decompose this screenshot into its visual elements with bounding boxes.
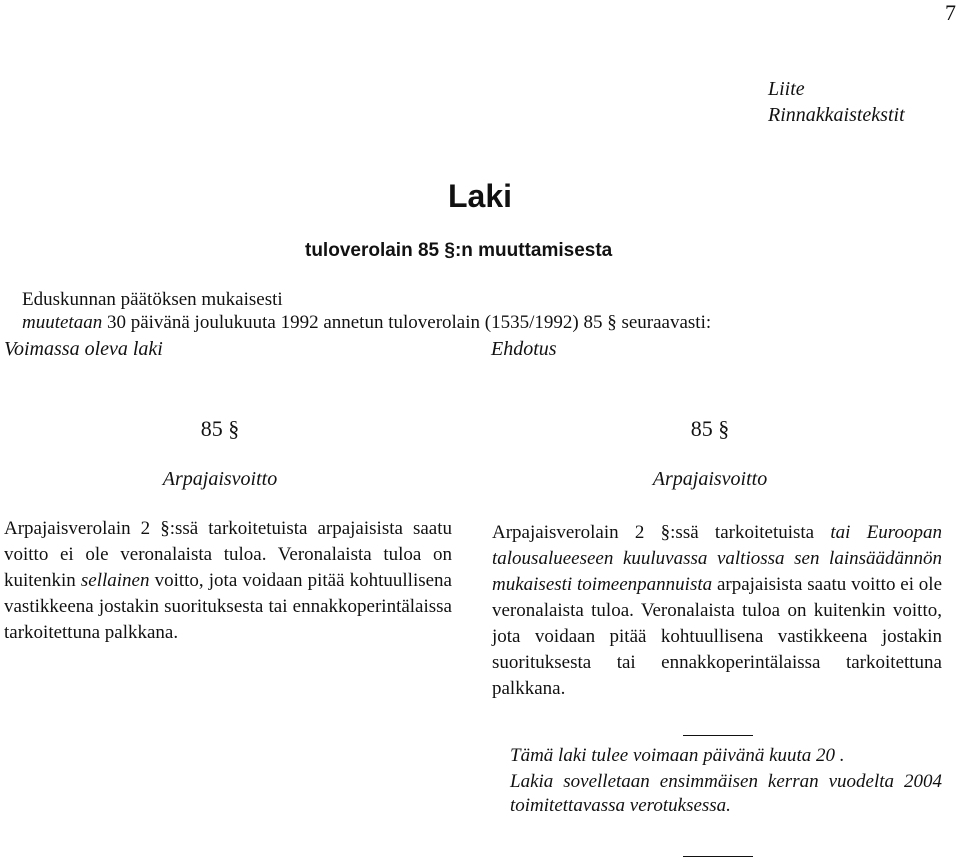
proposal-text-1: Arpajaisverolain 2 §:ssä tarkoitetuista (492, 522, 831, 543)
section-heading-left: Arpajaisvoitto (162, 468, 278, 490)
page-number: 7 (945, 0, 956, 25)
current-law-text-1: Arpajaisverolain 2 §:ssä tarkoitetuista arpajaisista saatu voitto ei ole veronalaista tuloa. Veronalaista tuloa on kuitenkin (4, 518, 452, 591)
appendix-subtitle: Rinnakkaistekstit (768, 104, 905, 126)
current-law-italic: sellainen (80, 570, 150, 591)
section-number-left: 85 § (200, 416, 240, 441)
column-heading-proposal: Ehdotus (491, 338, 557, 360)
enactment-text: 30 päivänä joulukuuta 1992 annetun tuloverolain (1535/1992) 85 § seuraavasti: (102, 312, 712, 333)
law-title: Laki (447, 178, 513, 214)
proposal-paragraph (492, 520, 942, 702)
appendix-label (768, 76, 905, 128)
divider-rule-top (683, 735, 753, 736)
application-clause: Lakia sovelletaan ensimmäisen kerran vuodelta 2004 toimitettavassa verotuksessa. (510, 771, 942, 816)
section-number-right: 85 § (690, 416, 730, 441)
column-heading-current-law: Voimassa oleva laki (4, 338, 163, 360)
law-subtitle: tuloverolain 85 §:n muuttamisesta (305, 240, 613, 261)
closing-provisions (510, 744, 942, 818)
proposal-italic: tai Euroopan talousalueeseen kuuluvassa valtiossa sen lainsäädännön mukaisesti toimeenpannuista (492, 522, 942, 595)
current-law-paragraph (4, 516, 452, 646)
enactment-clause (22, 288, 711, 334)
appendix-title: Liite (768, 78, 805, 100)
section-heading-right: Arpajaisvoitto (652, 468, 768, 490)
proposal-text-2: arpajaisista saatu voitto ei ole veronalaista tuloa. Veronalaista tuloa on kuitenkin voitto, jota voidaan pitää kohtuullisena vastikkeena jostakin suorituksesta tai ennakkoperintälaissa tarkoitettuna palkkana. (492, 574, 943, 699)
enactment-line-2 (22, 311, 711, 334)
divider-rule-bottom (683, 856, 753, 857)
enactment-line-1: Eduskunnan päätöksen mukaisesti (22, 289, 283, 310)
entry-into-force: Tämä laki tulee voimaan päivänä kuuta 20 . (510, 745, 845, 766)
enactment-verb: muutetaan (22, 312, 103, 333)
current-law-text-2: voitto, jota voidaan pitää kohtuullisena vastikkeena jostakin suorituksesta tai ennakkoperintälaissa tarkoitettuna palkkana. (4, 570, 452, 643)
